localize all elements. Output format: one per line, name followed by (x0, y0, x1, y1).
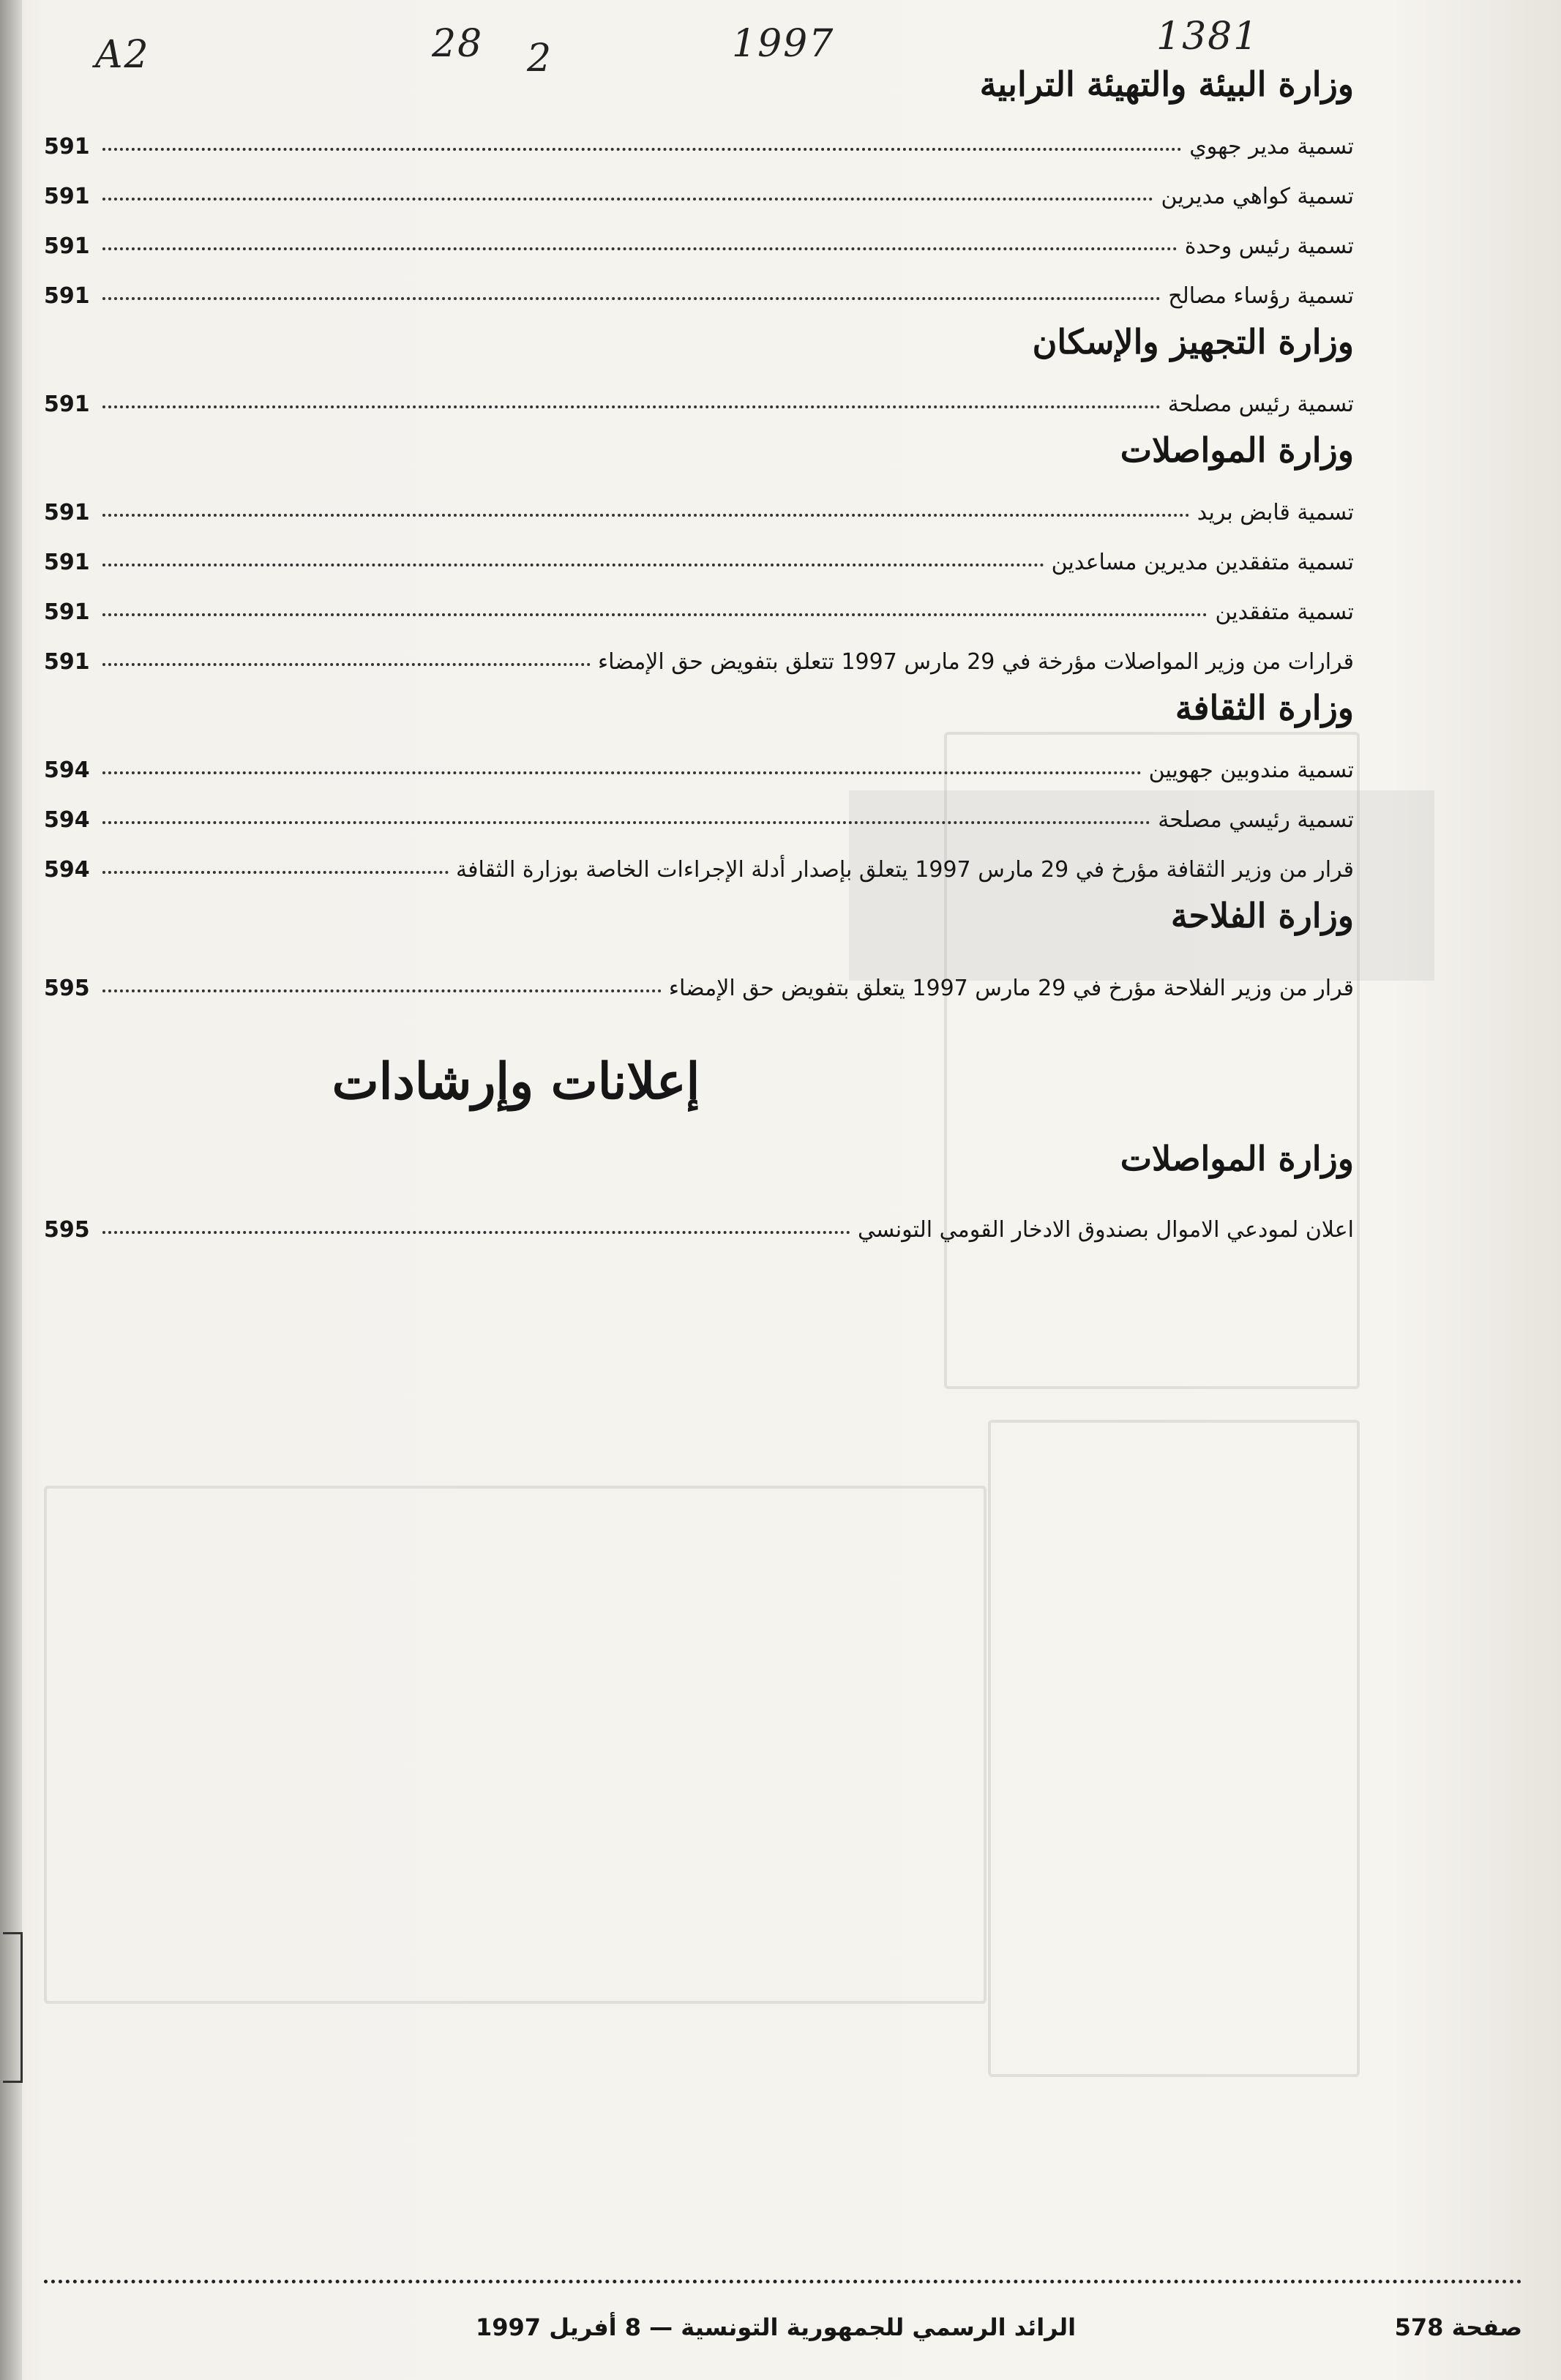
dot-leader (102, 297, 1161, 300)
dot-leader (102, 198, 1153, 201)
entry-label: تسمية رئيس مصلحة (1167, 392, 1354, 417)
footer-rule (44, 2280, 1522, 2283)
announcements-title: إعلانات وإرشادات (332, 1052, 700, 1111)
dot-leader (102, 613, 1208, 616)
dot-leader (102, 871, 449, 874)
ministry-heading: وزارة المواصلات (1120, 430, 1354, 470)
toc-entry (44, 733, 1354, 783)
toc-entry (44, 259, 1354, 309)
entry-label: تسمية متفقدين مديرين مساعدين (1051, 550, 1354, 575)
toc-section (44, 890, 1354, 1001)
toc-entry (44, 476, 1354, 525)
entry-page-number: 591 (44, 134, 90, 160)
ministry-heading: وزارة الفلاحة (1170, 896, 1354, 935)
announcements-part (44, 1052, 1354, 1243)
ministry-heading: وزارة المواصلات (1120, 1139, 1354, 1178)
footer-journal-title: الرائد الرسمي للجمهورية التونسية — 8 أفريل 1997 (476, 2313, 1077, 2341)
entry-page-number: 594 (44, 757, 90, 783)
entry-page-number: 591 (44, 599, 90, 625)
page-footer (44, 2305, 1522, 2349)
bleed-through-box (44, 1486, 987, 2004)
handwritten-mark-right: 1381 (1156, 15, 1259, 59)
dot-leader (102, 564, 1044, 566)
margin-clip-mark (3, 1932, 23, 2083)
toc-entry (44, 941, 1354, 1001)
toc-entry (44, 1184, 1354, 1243)
handwritten-mark-dash: 2 (527, 37, 553, 81)
entry-label: اعلان لمودعي الاموال بصندوق الادخار القومي التونسي (857, 1217, 1354, 1243)
dot-leader (102, 1231, 850, 1234)
toc-entry (44, 209, 1354, 259)
ministry-heading: وزارة البيئة والتهيئة الترابية (979, 64, 1354, 104)
dot-leader (102, 663, 591, 666)
entry-label: تسمية مندوبين جهويين (1148, 757, 1354, 783)
entry-page-number: 591 (44, 392, 90, 417)
entry-page-number: 594 (44, 807, 90, 833)
toc-section (44, 59, 1354, 309)
entry-page-number: 595 (44, 976, 90, 1001)
entry-label: تسمية قابض بريد (1197, 500, 1354, 525)
toc-entry (44, 160, 1354, 209)
dot-leader (102, 514, 1190, 517)
toc-entry (44, 367, 1354, 417)
toc-section (44, 424, 1354, 675)
table-of-contents (44, 59, 1354, 1243)
entry-label: تسمية متفقدين (1215, 599, 1354, 625)
entry-page-number: 591 (44, 649, 90, 675)
entry-page-number: 591 (44, 233, 90, 259)
handwritten-mark-year: 1997 (732, 22, 835, 66)
entry-label: تسمية كواهي مديرين (1161, 184, 1354, 209)
handwritten-mark-left: A2 (95, 33, 150, 77)
dot-leader (102, 247, 1178, 250)
entry-label: قرار من وزير الفلاحة مؤرخ في 29 مارس 1997 يتعلق بتفويض حق الإمضاء (668, 976, 1354, 1001)
toc-entry (44, 525, 1354, 575)
toc-section (44, 682, 1354, 883)
dot-leader (102, 405, 1161, 408)
ministry-heading: وزارة الثقافة (1175, 688, 1354, 727)
toc-entry (44, 575, 1354, 625)
entry-label: تسمية رؤساء مصالح (1168, 283, 1354, 309)
dot-leader (102, 821, 1150, 824)
ministry-heading: وزارة التجهيز والإسكان (1032, 322, 1354, 362)
toc-entry (44, 625, 1354, 675)
toc-entry (44, 110, 1354, 160)
dot-leader (102, 989, 662, 992)
entry-page-number: 591 (44, 500, 90, 525)
entry-label: قرارات من وزير المواصلات مؤرخة في 29 مارس 1997 تتعلق بتفويض حق الإمضاء (597, 649, 1354, 675)
entry-label: تسمية رئيس وحدة (1184, 233, 1354, 259)
entry-label: تسمية رئيسي مصلحة (1158, 807, 1354, 833)
dot-leader (102, 148, 1182, 151)
entry-page-number: 591 (44, 184, 90, 209)
entry-page-number: 591 (44, 550, 90, 575)
footer-page-label: صفحة 578 (1394, 2313, 1522, 2341)
toc-entry (44, 833, 1354, 883)
entry-page-number: 595 (44, 1217, 90, 1243)
toc-entry (44, 783, 1354, 833)
handwritten-mark-number: 28 (432, 22, 484, 66)
entry-label: تسمية مدير جهوي (1189, 134, 1354, 160)
entry-page-number: 594 (44, 857, 90, 883)
toc-section (44, 316, 1354, 417)
entry-label: قرار من وزير الثقافة مؤرخ في 29 مارس 1997 يتعلق بإصدار أدلة الإجراءات الخاصة بوزارة الثقافة (456, 857, 1354, 883)
dot-leader (102, 771, 1142, 774)
entry-page-number: 591 (44, 283, 90, 309)
bleed-through-box (988, 1420, 1360, 2077)
